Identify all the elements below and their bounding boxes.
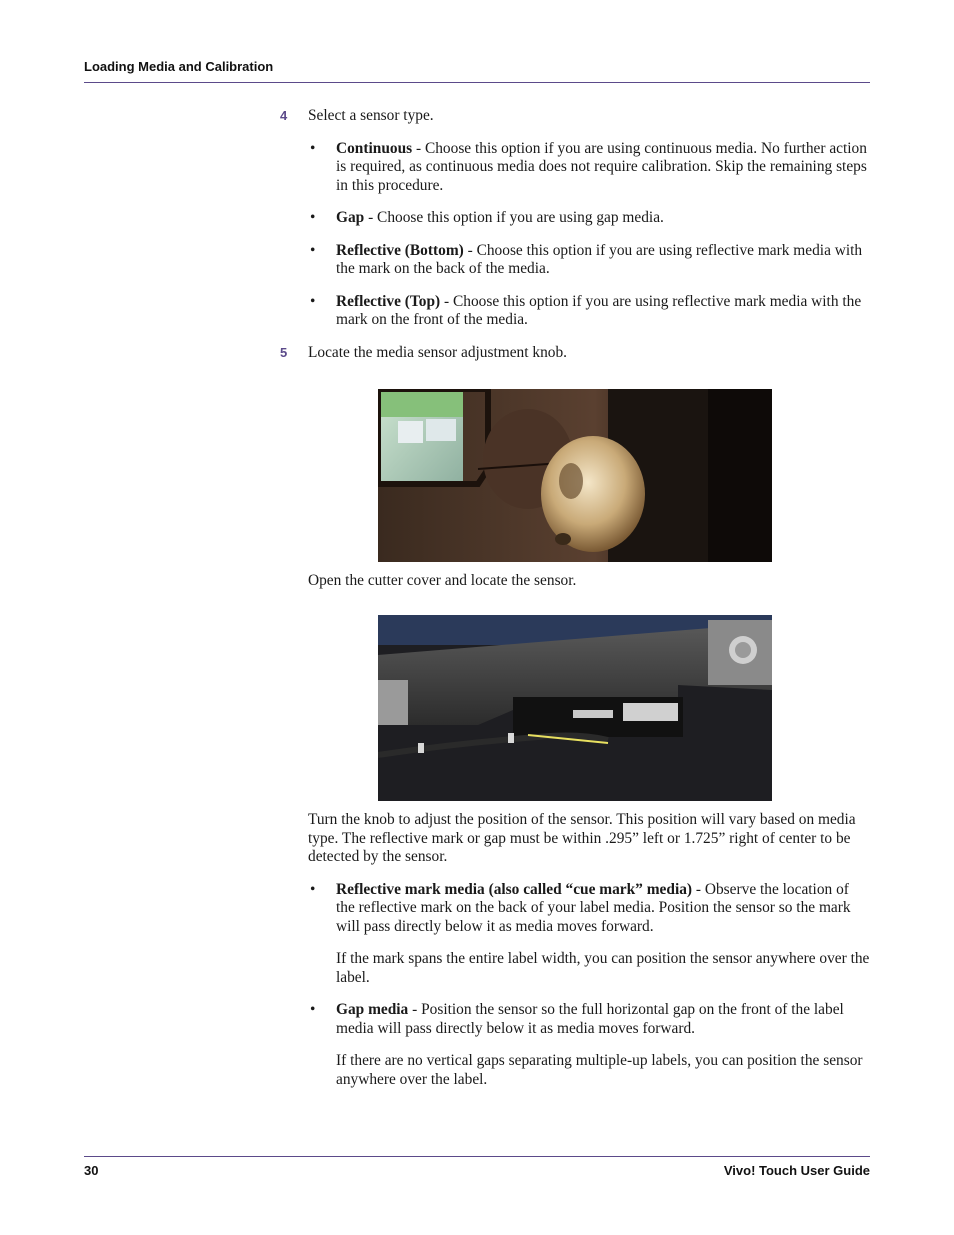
- option-desc: - Choose this option if you are using reflective mark media with the mark on the back of the media.: [336, 241, 863, 277]
- list-item: [308, 209, 870, 228]
- sensor-photo-graphic: [378, 615, 772, 801]
- step-4: [280, 107, 870, 126]
- step-number: 4: [280, 108, 288, 123]
- step-text: Locate the media sensor adjustment knob.: [308, 343, 568, 361]
- option-term: Reflective (Bottom): [336, 241, 464, 259]
- media-note: If there are no vertical gaps separating multiple-up labels, you can position the sensor anywhere over the label.: [336, 1052, 863, 1088]
- media-desc: - Position the sensor so the full horizontal gap on the front of the label media will pass directly below it as media moves forward.: [336, 1001, 844, 1037]
- sensor-type-list: [308, 140, 870, 330]
- bullet: •: [310, 1001, 316, 1018]
- turn-knob-text: Turn the knob to adjust the position of the sensor. This position will vary based on media type. The reflective mark or gap must be within .295” left or 1.725” right of center to be detected by the sensor.: [308, 811, 856, 865]
- knob-photo: [378, 389, 772, 562]
- header-rule: [84, 82, 870, 83]
- open-cover-text: Open the cutter cover and locate the sensor.: [308, 572, 577, 589]
- option-term: Reflective (Top): [336, 292, 441, 310]
- option-desc: - Choose this option if you are using gap media.: [364, 209, 664, 226]
- guide-title: Vivo! Touch User Guide: [723, 1163, 870, 1178]
- option-desc: - Choose this option if you are using reflective mark media with the mark on the front of the media.: [336, 292, 862, 328]
- running-header: Loading Media and Calibration: [84, 59, 274, 74]
- knob-photo-graphic: [378, 389, 772, 562]
- list-item: [308, 1001, 870, 1089]
- media-note: If the mark spans the entire label width, you can position the sensor anywhere over the label.: [336, 950, 870, 986]
- bullet: •: [310, 139, 316, 157]
- list-item: [308, 293, 870, 330]
- step-number: 5: [280, 344, 288, 360]
- step-5: [280, 343, 870, 363]
- list-item: [308, 140, 870, 196]
- sensor-photo: [378, 615, 772, 801]
- media-type-list: [308, 881, 870, 1090]
- media-term: Reflective mark media (also called “cue mark” media): [336, 880, 693, 898]
- media-desc: - Observe the location of the reflective mark on the back of your label media. Position the sensor so the mark will pass directly below it as media moves forward.: [336, 880, 851, 935]
- list-item: [308, 242, 870, 279]
- adjust-block: [308, 811, 870, 1103]
- option-term: Gap: [336, 209, 365, 226]
- step-4-block: [280, 107, 870, 362]
- bullet: •: [310, 880, 316, 898]
- bullet: •: [310, 241, 316, 259]
- footer-rule: [84, 1156, 870, 1157]
- bullet: •: [310, 209, 316, 226]
- option-desc: - Choose this option if you are using continuous media. No further action is required, as continuous media does not require calibration. Skip the remaining steps in this procedure.: [336, 139, 867, 194]
- option-term: Continuous: [336, 139, 413, 157]
- running-footer: [84, 1163, 870, 1178]
- list-item: [308, 881, 870, 988]
- step-text: Select a sensor type.: [308, 107, 434, 124]
- bullet: •: [310, 292, 316, 310]
- media-term: Gap media: [336, 1001, 409, 1018]
- page-number: 30: [84, 1163, 99, 1178]
